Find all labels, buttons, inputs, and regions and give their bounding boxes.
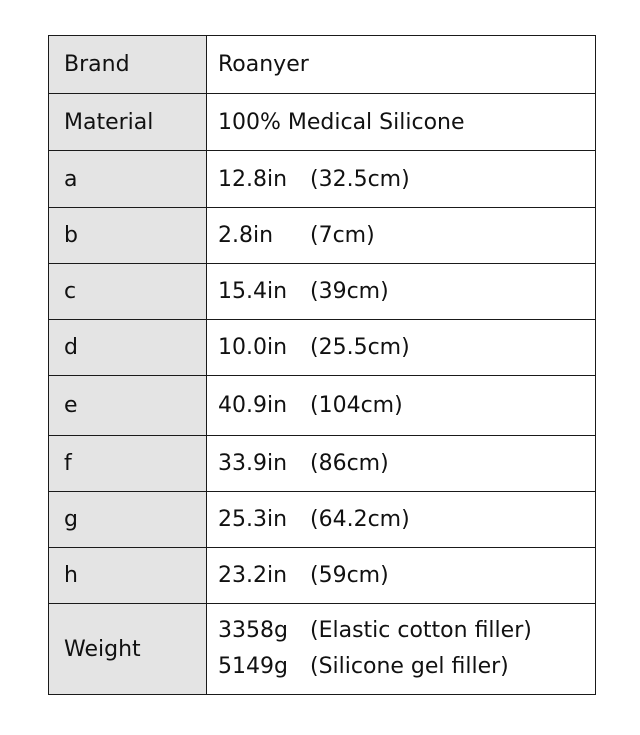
material-label: Material bbox=[49, 94, 207, 151]
dimension-label: e bbox=[49, 376, 207, 436]
dimension-inch: 25.3in bbox=[218, 507, 288, 532]
dimension-value bbox=[207, 208, 596, 264]
table-row-dimension-e bbox=[49, 376, 596, 436]
dimension-value bbox=[207, 492, 596, 548]
dimension-label: d bbox=[49, 320, 207, 376]
dimension-label: g bbox=[49, 492, 207, 548]
table-row-dimension-h bbox=[49, 548, 596, 604]
brand-label: Brand bbox=[49, 36, 207, 94]
table-row-dimension-g bbox=[49, 492, 596, 548]
table-row-dimension-f bbox=[49, 436, 596, 492]
weight-grams: 3358g bbox=[218, 618, 288, 643]
dimension-cm: (104cm) bbox=[310, 393, 403, 418]
dimension-cm: (59cm) bbox=[310, 563, 389, 588]
dimension-value bbox=[207, 548, 596, 604]
dimension-inch: 10.0in bbox=[218, 335, 288, 360]
table-row-dimension-a bbox=[49, 151, 596, 208]
dimension-label: f bbox=[49, 436, 207, 492]
weight-note: (Elastic cotton filler) bbox=[310, 618, 532, 643]
dimension-cm: (32.5cm) bbox=[310, 166, 410, 192]
weight-grams: 5149g bbox=[218, 654, 288, 679]
dimension-label: c bbox=[49, 264, 207, 320]
spec-table bbox=[48, 35, 596, 695]
table-row-dimension-d bbox=[49, 320, 596, 376]
table-row-brand bbox=[49, 36, 596, 94]
dimension-cm: (7cm) bbox=[310, 223, 375, 248]
dimension-inch: 15.4in bbox=[218, 279, 288, 304]
dimension-inch: 12.8in bbox=[218, 166, 288, 192]
dimension-value bbox=[207, 436, 596, 492]
weight-value bbox=[207, 604, 596, 695]
dimension-cm: (39cm) bbox=[310, 279, 389, 304]
dimension-value bbox=[207, 264, 596, 320]
dimension-value bbox=[207, 320, 596, 376]
dimension-cm: (86cm) bbox=[310, 451, 389, 476]
dimension-cm: (64.2cm) bbox=[310, 507, 410, 532]
weight-label: Weight bbox=[49, 604, 207, 695]
weight-note: (Silicone gel filler) bbox=[310, 654, 509, 679]
dimension-inch: 2.8in bbox=[218, 223, 274, 248]
dimension-inch: 23.2in bbox=[218, 563, 288, 588]
dimension-label: a bbox=[49, 151, 207, 208]
table-row-material bbox=[49, 94, 596, 151]
dimension-label: h bbox=[49, 548, 207, 604]
table-row-dimension-c bbox=[49, 264, 596, 320]
dimension-value bbox=[207, 376, 596, 436]
dimension-value bbox=[207, 151, 596, 208]
table-row-dimension-b bbox=[49, 208, 596, 264]
dimension-cm: (25.5cm) bbox=[310, 335, 410, 360]
dimension-inch: 33.9in bbox=[218, 451, 288, 476]
brand-value: Roanyer bbox=[207, 36, 596, 94]
dimension-label: b bbox=[49, 208, 207, 264]
weight-line-silicone bbox=[218, 649, 595, 685]
dimension-inch: 40.9in bbox=[218, 393, 288, 418]
material-value: 100% Medical Silicone bbox=[207, 94, 596, 151]
weight-line-cotton bbox=[218, 613, 595, 649]
table-row-weight bbox=[49, 604, 596, 695]
